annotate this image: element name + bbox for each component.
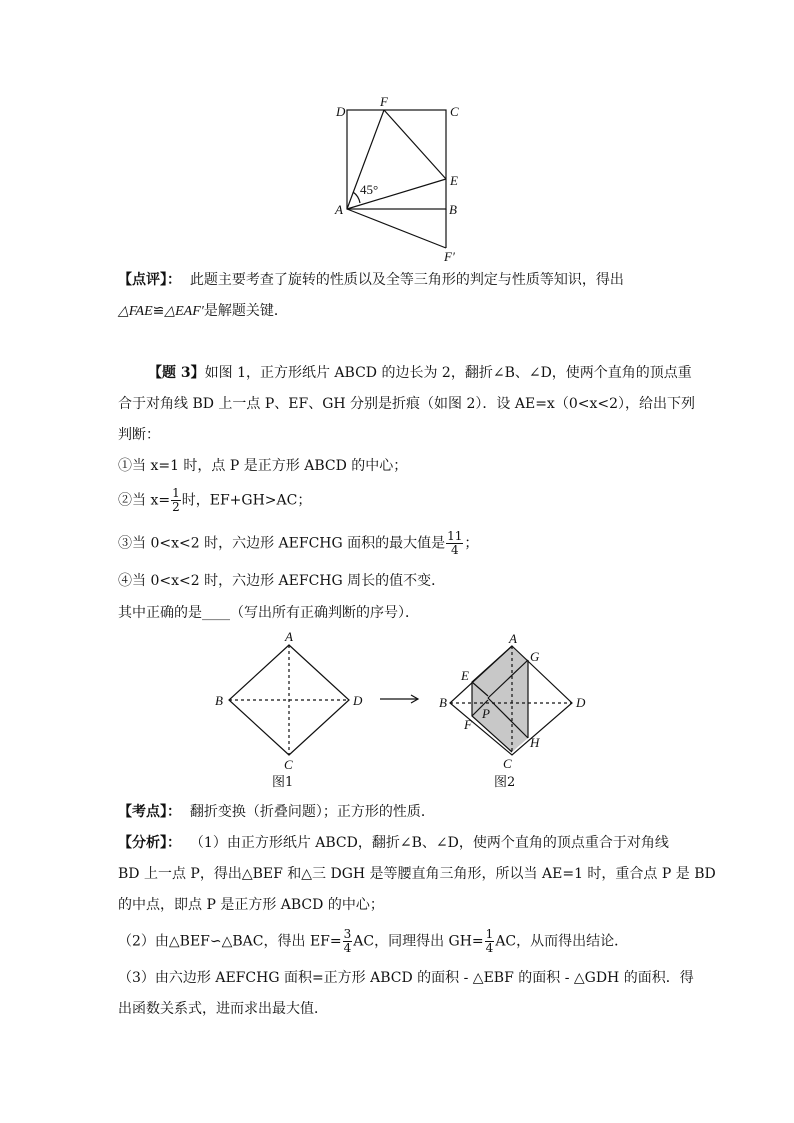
right-label-d: D: [576, 695, 586, 710]
angle-arc: [353, 192, 360, 203]
judgment-1: ①当 x=1 时，点 P 是正方形 ABCD 的中心；: [118, 458, 408, 474]
problem-intro-1: 【题 3】如图 1，正方形纸片 ABCD 的边长为 2，翻折∠B、∠D，使两个直角的顶点重: [148, 365, 692, 381]
key-point-line: 【考点】： 翻折变换（折叠问题）；正方形的性质．: [118, 804, 435, 820]
fraction-one-half: $\frac{1}{2}$: [172, 486, 180, 514]
hexagon-aefchg: [472, 646, 528, 752]
segment-afp: [347, 209, 446, 248]
left-label-d: D: [353, 693, 363, 708]
right-label-a: A: [509, 631, 517, 646]
caption-figure-2: 图2: [494, 775, 516, 790]
left-label-b: B: [215, 693, 223, 708]
label-f: F: [380, 95, 388, 109]
comment-line-1: [118, 270, 624, 290]
label-f-prime: F′: [444, 249, 455, 264]
analysis-line-3: 的中点，即点 P 是正方形 ABCD 的中心；: [118, 897, 384, 913]
analysis-line-5: （3）由六边形 AEFCHG 面积=正方形 ABCD 的面积 - △EBF 的面积 - △GDH 的面积．得: [118, 970, 694, 986]
rotation-figure: [330, 95, 470, 270]
comment-line-2: △FAE≌△EAF′是解题关键．: [118, 303, 288, 319]
arrow-icon: [380, 695, 418, 703]
right-label-g: G: [530, 649, 540, 664]
analysis-line-6: 出函数关系式，进而求出最大值．: [118, 1001, 328, 1017]
segment-fe: [384, 110, 446, 179]
problem-intro-2: 合于对角线 BD 上一点 P、EF、GH 分别是折痕（如图 2）．设 AE=x（0<x<2），给出下列: [118, 396, 695, 412]
comment-text-1: 此题主要考查了旋转的性质以及全等三角形的判定与性质等知识，得出: [189, 272, 624, 288]
label-a: A: [335, 202, 343, 217]
left-label-a: A: [285, 630, 293, 644]
folding-figures: [200, 630, 600, 795]
analysis-line-1: 【分析】： （1）由正方形纸片 ABCD，翻折∠B、∠D，使两个直角的顶点重合于对角线: [118, 835, 669, 851]
right-label-f: F: [464, 717, 472, 732]
problem-intro-3: 判断：: [118, 427, 160, 443]
analysis-tag: 【分析】：: [118, 835, 181, 851]
problem-tag: 【题 3】: [148, 365, 205, 381]
judgment-2: ②当 x= $\frac{1}{2}$ 时，EF+GH>AC；: [118, 486, 312, 514]
fraction-one-quarter: $\frac{1}{4}$: [485, 927, 494, 955]
label-c: C: [450, 104, 459, 119]
left-label-c: C: [284, 757, 293, 772]
right-label-c: C: [503, 756, 512, 771]
analysis-line-2: BD 上一点 P，得出△BEF 和△三 DGH 是等腰直角三角形，所以当 AE=1 时，重合点 P 是 BD: [118, 866, 716, 882]
right-label-e: E: [461, 668, 469, 683]
label-d: D: [336, 104, 346, 119]
label-e: E: [450, 173, 458, 188]
judgment-4: ④当 0<x<2 时，六边形 AEFCHG 周长的值不变．: [118, 573, 446, 589]
caption-figure-1: 图1: [272, 775, 294, 790]
label-b: B: [449, 202, 457, 217]
problem-question: 其中正确的是____（写出所有正确判断的序号）．: [118, 605, 419, 621]
fraction-three-quarters: $\frac{3}{4}$: [343, 927, 352, 955]
analysis-line-4: （2）由△BEF∽△BAC，得出 EF= $\frac{3}{4}$ AC，同理得出 GH= $\frac{1}{4}$ AC，从而得出结论．: [118, 927, 629, 955]
right-label-p: P: [482, 706, 490, 721]
fraction-eleven-quarters: $\frac{11}{4}$: [447, 529, 463, 557]
comment-tag: 【点评】：: [118, 272, 181, 288]
right-label-b: B: [439, 695, 447, 710]
judgment-3: ③当 0<x<2 时，六边形 AEFCHG 面积的最大值是 $\frac{11}{4}$ ；: [118, 529, 479, 557]
right-label-h: H: [530, 735, 540, 750]
angle-label: 45°: [360, 182, 379, 197]
key-point-tag: 【考点】：: [118, 804, 181, 820]
